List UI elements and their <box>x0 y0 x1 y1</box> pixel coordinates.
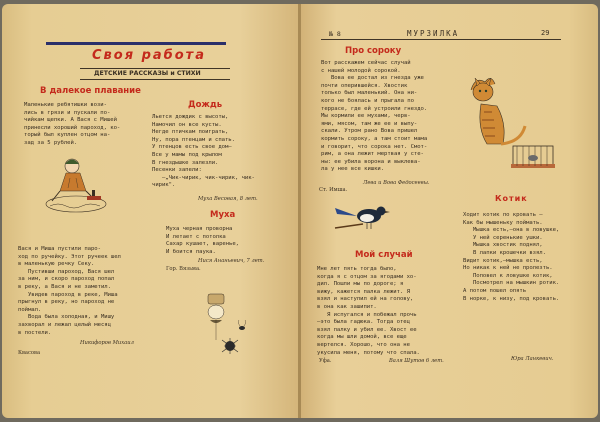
text-line: ями, мясом, там же ее и выпу- <box>321 120 418 127</box>
poem-line: И боится паука. <box>166 248 216 255</box>
section-title: Своя работа <box>92 48 206 63</box>
poem-line: У ней серенькие ушки. <box>463 234 543 241</box>
poem-line: Мышка хвостик поднял, <box>463 242 543 249</box>
story-title-far-voyage: В далекое плавание <box>40 86 141 96</box>
story-far-voyage-part1 <box>24 102 120 148</box>
text-line: —это была гадюка. Тогда отец <box>317 319 410 326</box>
story-far-voyage-part2 <box>18 246 121 337</box>
text-line: укусила меня, потому что спала. <box>317 349 420 356</box>
poem-fly-signature: Нися Ананьевич, 7 лет. <box>198 258 265 264</box>
text-line: Увидев пароход в реке, Миша <box>18 291 118 298</box>
text-line: вертелся. Хорошо, что она не <box>317 341 410 348</box>
text-line: взял палку и убил ее. Хвост ее <box>317 326 417 333</box>
text-line: ход по ручейку. Этот ручеек шел <box>18 253 121 260</box>
poem-line: Негде птичкам поиграть, <box>152 129 229 136</box>
story-my-case-place: Уфа. <box>319 358 332 364</box>
text-line: Мне лет пять тогда было, <box>317 266 397 272</box>
story-title-magpie: Про сороку <box>345 46 402 56</box>
poem-line: Муха черная проворна <box>166 226 233 232</box>
text-line: чийкам щепки. А Вася с Мишей <box>24 117 117 124</box>
text-line: Вода была холодная, и Мишу <box>18 314 115 321</box>
title-rule-bottom <box>80 68 230 69</box>
poem-line: Посмотрел на мышкин ротик. <box>463 280 560 287</box>
text-line: рим, а она лежит мертвая у сте- <box>321 151 424 158</box>
title-rule-top <box>46 42 226 45</box>
text-line: взял и наступил ей на голову, <box>317 296 414 303</box>
text-line: Вася и Миша пустили паро- <box>18 246 101 252</box>
poem-fly-place: Гор. Вязьма. <box>166 266 201 272</box>
text-line: Я испугался и побежал прочь <box>317 311 417 318</box>
poem-fly-text <box>166 226 239 256</box>
poem-line: А потом пошел опять <box>463 287 527 294</box>
text-line: почти оперившейся. Хвостик <box>321 82 408 89</box>
text-line: ла у нее все кишки. <box>321 166 385 173</box>
magazine-spread <box>2 4 598 418</box>
text-line: захворал и лежал целый месяц <box>18 321 111 328</box>
text-line: в она как зашипит. <box>317 303 377 310</box>
text-line: Вова ее достал из гнезда уже <box>321 75 424 82</box>
poem-title-rain: Дождь <box>188 100 223 110</box>
text-line: террасе, где ей устроили гнездо. <box>321 105 428 112</box>
magazine-name: МУРЗИЛКА <box>407 29 460 38</box>
text-line: прыгнул в реку, но пароход не <box>18 299 115 306</box>
text-line: только был маленький. Она ни- <box>321 90 418 97</box>
poem-line: Песенки запели: <box>152 167 202 174</box>
section-subtitle: ДЕТСКИЕ РАССКАЗЫ и СТИХИ <box>94 70 201 77</box>
poem-line: В гнездышке залезли. <box>152 159 219 166</box>
header-rule <box>321 39 561 40</box>
issue-number: № 8 <box>329 30 341 38</box>
left-page <box>2 4 299 418</box>
poem-line: В лапки крошечки взял. <box>463 249 546 256</box>
text-line: принесли хороший пароход, ко- <box>24 124 121 131</box>
story-far-voyage-place: Квасова <box>18 350 41 356</box>
text-line: Вот расскажем сейчас случай <box>321 60 411 66</box>
poem-kitten-signature: Юра Ланкевич. <box>511 356 554 362</box>
poem-line: Как бы мышеньку поймать. <box>463 219 543 226</box>
magpie-illustration <box>331 198 411 240</box>
right-page <box>301 4 598 418</box>
text-line: и говорит, что сорока нет. Смот- <box>321 143 428 150</box>
page-number: 29 <box>541 29 550 37</box>
poem-line: чирик". <box>152 182 176 189</box>
text-line: за ним, и скоро пароход попал <box>18 276 115 283</box>
text-line: лись в грязи и пускали по- <box>24 109 111 116</box>
text-line: Маленькие ребятишки вози- <box>24 102 107 108</box>
poem-line: Намочил он все кусты. <box>152 121 222 128</box>
text-line: в маленькую речку Секу. <box>18 261 95 268</box>
fly-spider-illustration <box>190 290 260 368</box>
text-line: Мы кормили ее мухами, черв- <box>321 113 411 120</box>
story-far-voyage-signature: Никифоров Михаил <box>80 340 134 346</box>
subtitle-rule <box>80 79 230 80</box>
poem-line: Льется дождик с высоты, <box>152 114 229 120</box>
child-boat-illustration <box>40 154 110 219</box>
text-line: кого не боялась и прыгала по <box>321 97 414 104</box>
text-line: дил. Пошли мы по дороге; я <box>317 281 404 288</box>
text-line: с нашей молодой сорокой. <box>321 67 401 74</box>
poem-rain-signature: Муха Весовая, 8 лет. <box>198 196 258 202</box>
poem-line: В норке, к низу, под кровать. <box>463 295 560 302</box>
text-line: Пустивши пароход, Вася шел <box>18 268 115 275</box>
text-line: когда мы шли домой, все еще <box>317 334 407 341</box>
poem-line: Все у мамы под крылом <box>152 151 222 158</box>
poem-line: Видит котик,—мышка есть, <box>463 257 543 264</box>
text-line: ны: ее убила ворона и выклева- <box>321 158 421 165</box>
poem-kitten-text <box>463 212 559 303</box>
story-title-my-case: Мой случай <box>355 250 413 260</box>
text-line: кормить сороку, а там стоит мама <box>321 135 428 142</box>
poem-line: Но никак к ней не пролезть. <box>463 265 553 272</box>
poem-line: Ходит котик по кровать — <box>463 212 543 218</box>
text-line: поймал. <box>18 306 42 313</box>
text-line: скали. Утром рано Вова пришел <box>321 128 418 135</box>
poem-line: Сахар кушает, варенье, <box>166 241 239 248</box>
story-my-case-text <box>317 266 420 357</box>
poem-line: И летает с потолка <box>166 233 226 240</box>
story-my-case-signature: Валя Шутов 6 лет. <box>389 358 444 364</box>
poem-line: У птенцов есть свое дом— <box>152 144 232 151</box>
text-line: в постели. <box>18 329 52 336</box>
text-line: зад за 5 рублей. <box>24 139 78 146</box>
poem-line: Поповел к ловушке котик, <box>463 272 553 279</box>
text-line: в реку, а Вася и не заметил. <box>18 283 111 290</box>
text-line: вижу, кажется палка лежит. Я <box>317 288 410 295</box>
poem-rain-text <box>152 114 255 190</box>
poem-line: —„Чик-чирик, чик-чирик, чик- <box>152 174 255 181</box>
story-magpie-signature: Лева и Вова Федосеевы. <box>363 180 430 186</box>
poem-title-kitten: Котик <box>495 194 528 203</box>
text-line: когда я с отцом за ягодами хо- <box>317 273 417 280</box>
cat-mousetrap-illustration <box>451 62 571 172</box>
text-line: торый был куплен отцом на- <box>24 132 111 139</box>
story-magpie-place: Ст. Имша. <box>319 187 348 193</box>
poem-title-fly: Муха <box>210 210 236 220</box>
poem-line: Ну, пора птенцам и спать. <box>152 136 235 143</box>
poem-line: Мышка есть,—она в ловушке, <box>463 227 560 234</box>
story-magpie-text <box>321 60 427 174</box>
